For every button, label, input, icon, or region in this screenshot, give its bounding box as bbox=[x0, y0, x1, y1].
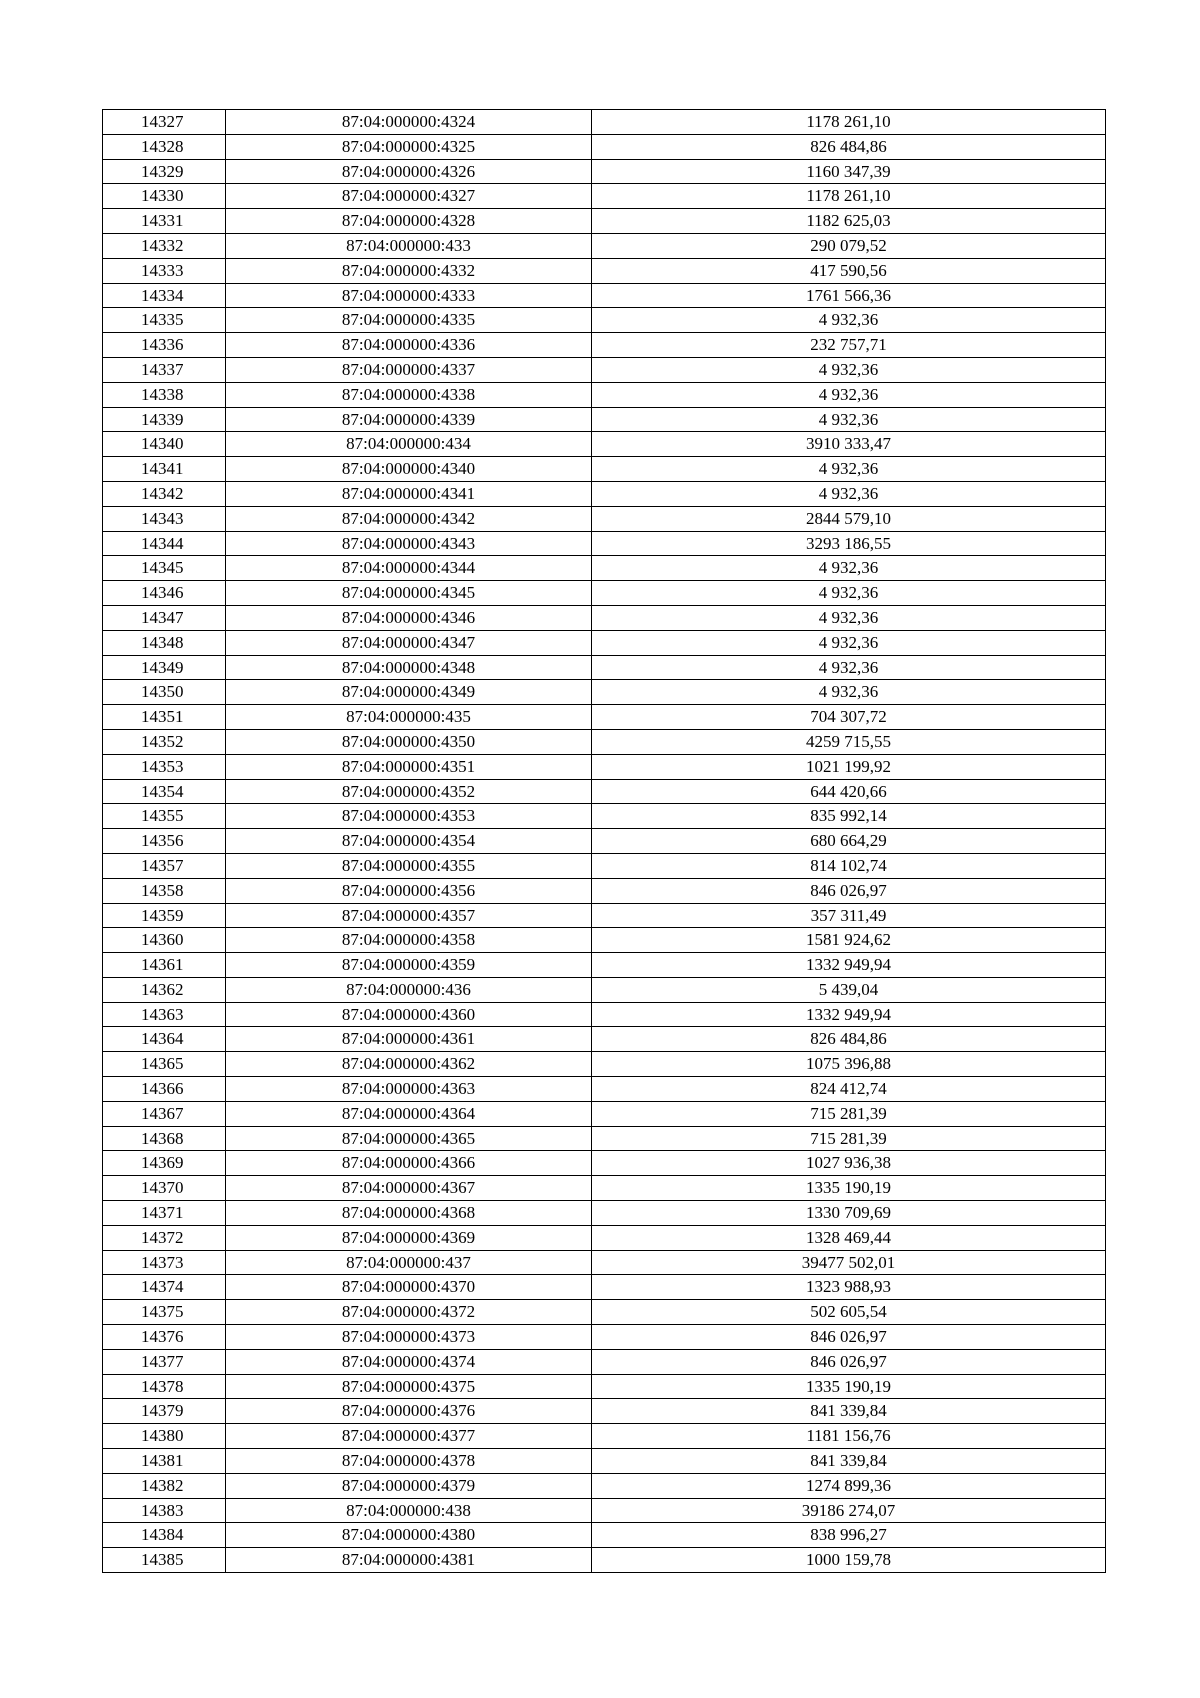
cadastral-value-cell: 814 102,74 bbox=[592, 853, 1106, 878]
row-number-cell: 14346 bbox=[103, 581, 226, 606]
row-number-cell: 14385 bbox=[103, 1548, 226, 1573]
row-number-cell: 14335 bbox=[103, 308, 226, 333]
table-row bbox=[103, 481, 1106, 506]
cadastral-number-cell: 87:04:000000:4363 bbox=[226, 1077, 592, 1102]
row-number-cell: 14373 bbox=[103, 1250, 226, 1275]
row-number-cell: 14353 bbox=[103, 754, 226, 779]
cadastral-number-cell: 87:04:000000:4367 bbox=[226, 1176, 592, 1201]
cadastral-value-cell: 1181 156,76 bbox=[592, 1424, 1106, 1449]
cadastral-number-cell: 87:04:000000:4381 bbox=[226, 1548, 592, 1573]
table-row bbox=[103, 1325, 1106, 1350]
cadastral-value-cell: 846 026,97 bbox=[592, 1325, 1106, 1350]
cadastral-number-cell: 87:04:000000:4326 bbox=[226, 159, 592, 184]
cadastral-number-cell: 87:04:000000:4358 bbox=[226, 928, 592, 953]
cadastral-number-cell: 87:04:000000:4341 bbox=[226, 481, 592, 506]
cadastral-value-cell: 1328 469,44 bbox=[592, 1225, 1106, 1250]
row-number-cell: 14382 bbox=[103, 1473, 226, 1498]
table-row bbox=[103, 1374, 1106, 1399]
table-row bbox=[103, 953, 1106, 978]
cadastral-number-cell: 87:04:000000:4342 bbox=[226, 506, 592, 531]
table-row bbox=[103, 1523, 1106, 1548]
cadastral-value-cell: 357 311,49 bbox=[592, 903, 1106, 928]
cadastral-value-cell: 1160 347,39 bbox=[592, 159, 1106, 184]
row-number-cell: 14331 bbox=[103, 209, 226, 234]
cadastral-number-cell: 87:04:000000:4373 bbox=[226, 1325, 592, 1350]
cadastral-value-cell: 290 079,52 bbox=[592, 233, 1106, 258]
table-row bbox=[103, 209, 1106, 234]
cadastral-number-cell: 87:04:000000:437 bbox=[226, 1250, 592, 1275]
cadastral-value-cell: 835 992,14 bbox=[592, 804, 1106, 829]
cadastral-value-cell: 1027 936,38 bbox=[592, 1151, 1106, 1176]
cadastral-value-cell: 4 932,36 bbox=[592, 481, 1106, 506]
cadastral-value-cell: 4 932,36 bbox=[592, 407, 1106, 432]
row-number-cell: 14334 bbox=[103, 283, 226, 308]
table-row bbox=[103, 878, 1106, 903]
cadastral-number-cell: 87:04:000000:4365 bbox=[226, 1126, 592, 1151]
table-row bbox=[103, 134, 1106, 159]
table-row bbox=[103, 928, 1106, 953]
cadastral-value-cell: 1274 899,36 bbox=[592, 1473, 1106, 1498]
table-row bbox=[103, 233, 1106, 258]
table-row bbox=[103, 258, 1106, 283]
table-row bbox=[103, 110, 1106, 135]
cadastral-number-cell: 87:04:000000:4333 bbox=[226, 283, 592, 308]
row-number-cell: 14376 bbox=[103, 1325, 226, 1350]
cadastral-number-cell: 87:04:000000:4335 bbox=[226, 308, 592, 333]
row-number-cell: 14332 bbox=[103, 233, 226, 258]
row-number-cell: 14383 bbox=[103, 1498, 226, 1523]
cadastral-number-cell: 87:04:000000:434 bbox=[226, 432, 592, 457]
table-row bbox=[103, 630, 1106, 655]
table-row bbox=[103, 1250, 1106, 1275]
row-number-cell: 14375 bbox=[103, 1300, 226, 1325]
cadastral-number-cell: 87:04:000000:436 bbox=[226, 977, 592, 1002]
table-row bbox=[103, 1399, 1106, 1424]
table-row bbox=[103, 432, 1106, 457]
row-number-cell: 14358 bbox=[103, 878, 226, 903]
cadastral-number-cell: 87:04:000000:4364 bbox=[226, 1101, 592, 1126]
table-row bbox=[103, 1077, 1106, 1102]
cadastral-number-cell: 87:04:000000:4345 bbox=[226, 581, 592, 606]
cadastral-number-cell: 87:04:000000:4324 bbox=[226, 110, 592, 135]
row-number-cell: 14345 bbox=[103, 556, 226, 581]
table-row bbox=[103, 1275, 1106, 1300]
table-row bbox=[103, 1449, 1106, 1474]
row-number-cell: 14367 bbox=[103, 1101, 226, 1126]
cadastral-value-cell: 4 932,36 bbox=[592, 382, 1106, 407]
table-row bbox=[103, 159, 1106, 184]
cadastral-number-cell: 87:04:000000:4370 bbox=[226, 1275, 592, 1300]
cadastral-number-cell: 87:04:000000:4352 bbox=[226, 779, 592, 804]
cadastral-number-cell: 87:04:000000:4355 bbox=[226, 853, 592, 878]
row-number-cell: 14381 bbox=[103, 1449, 226, 1474]
row-number-cell: 14361 bbox=[103, 953, 226, 978]
table-row bbox=[103, 705, 1106, 730]
table-row bbox=[103, 457, 1106, 482]
row-number-cell: 14352 bbox=[103, 729, 226, 754]
cadastral-value-cell: 644 420,66 bbox=[592, 779, 1106, 804]
cadastral-value-table bbox=[102, 109, 1106, 1573]
cadastral-value-cell: 824 412,74 bbox=[592, 1077, 1106, 1102]
cadastral-number-cell: 87:04:000000:4338 bbox=[226, 382, 592, 407]
table-row bbox=[103, 1424, 1106, 1449]
cadastral-number-cell: 87:04:000000:4328 bbox=[226, 209, 592, 234]
table-row bbox=[103, 1002, 1106, 1027]
table-row bbox=[103, 1201, 1106, 1226]
cadastral-number-cell: 87:04:000000:4380 bbox=[226, 1523, 592, 1548]
cadastral-value-cell: 4259 715,55 bbox=[592, 729, 1106, 754]
cadastral-value-cell: 1332 949,94 bbox=[592, 1002, 1106, 1027]
cadastral-number-cell: 87:04:000000:4337 bbox=[226, 357, 592, 382]
cadastral-number-cell: 87:04:000000:4356 bbox=[226, 878, 592, 903]
table-row bbox=[103, 605, 1106, 630]
table-row bbox=[103, 1176, 1106, 1201]
cadastral-number-cell: 87:04:000000:4340 bbox=[226, 457, 592, 482]
cadastral-value-cell: 39477 502,01 bbox=[592, 1250, 1106, 1275]
table-row bbox=[103, 1548, 1106, 1573]
cadastral-value-cell: 715 281,39 bbox=[592, 1126, 1106, 1151]
cadastral-value-cell: 417 590,56 bbox=[592, 258, 1106, 283]
cadastral-value-cell: 4 932,36 bbox=[592, 630, 1106, 655]
row-number-cell: 14372 bbox=[103, 1225, 226, 1250]
table-row bbox=[103, 184, 1106, 209]
cadastral-value-cell: 846 026,97 bbox=[592, 1349, 1106, 1374]
row-number-cell: 14349 bbox=[103, 655, 226, 680]
table-row bbox=[103, 382, 1106, 407]
cadastral-number-cell: 87:04:000000:4325 bbox=[226, 134, 592, 159]
row-number-cell: 14354 bbox=[103, 779, 226, 804]
table-row bbox=[103, 1151, 1106, 1176]
row-number-cell: 14368 bbox=[103, 1126, 226, 1151]
table-row bbox=[103, 977, 1106, 1002]
row-number-cell: 14350 bbox=[103, 680, 226, 705]
row-number-cell: 14327 bbox=[103, 110, 226, 135]
cadastral-number-cell: 87:04:000000:4336 bbox=[226, 333, 592, 358]
cadastral-number-cell: 87:04:000000:4368 bbox=[226, 1201, 592, 1226]
table-row bbox=[103, 853, 1106, 878]
cadastral-value-cell: 826 484,86 bbox=[592, 134, 1106, 159]
cadastral-value-cell: 1335 190,19 bbox=[592, 1176, 1106, 1201]
cadastral-number-cell: 87:04:000000:4354 bbox=[226, 829, 592, 854]
cadastral-number-cell: 87:04:000000:4377 bbox=[226, 1424, 592, 1449]
table-row bbox=[103, 1473, 1106, 1498]
table-row bbox=[103, 1101, 1106, 1126]
cadastral-number-cell: 87:04:000000:4366 bbox=[226, 1151, 592, 1176]
row-number-cell: 14378 bbox=[103, 1374, 226, 1399]
row-number-cell: 14380 bbox=[103, 1424, 226, 1449]
cadastral-number-cell: 87:04:000000:4378 bbox=[226, 1449, 592, 1474]
row-number-cell: 14359 bbox=[103, 903, 226, 928]
table-row bbox=[103, 531, 1106, 556]
cadastral-value-cell: 4 932,36 bbox=[592, 357, 1106, 382]
table-row bbox=[103, 779, 1106, 804]
row-number-cell: 14337 bbox=[103, 357, 226, 382]
cadastral-value-cell: 715 281,39 bbox=[592, 1101, 1106, 1126]
row-number-cell: 14330 bbox=[103, 184, 226, 209]
cadastral-value-cell: 1021 199,92 bbox=[592, 754, 1106, 779]
table-body bbox=[103, 110, 1106, 1573]
cadastral-value-cell: 4 932,36 bbox=[592, 655, 1106, 680]
row-number-cell: 14355 bbox=[103, 804, 226, 829]
table-row bbox=[103, 1498, 1106, 1523]
cadastral-value-cell: 502 605,54 bbox=[592, 1300, 1106, 1325]
row-number-cell: 14369 bbox=[103, 1151, 226, 1176]
cadastral-value-cell: 1178 261,10 bbox=[592, 184, 1106, 209]
cadastral-value-cell: 680 664,29 bbox=[592, 829, 1106, 854]
cadastral-number-cell: 87:04:000000:4347 bbox=[226, 630, 592, 655]
cadastral-value-cell: 841 339,84 bbox=[592, 1399, 1106, 1424]
cadastral-number-cell: 87:04:000000:4350 bbox=[226, 729, 592, 754]
row-number-cell: 14374 bbox=[103, 1275, 226, 1300]
table-row bbox=[103, 829, 1106, 854]
row-number-cell: 14362 bbox=[103, 977, 226, 1002]
table-row bbox=[103, 407, 1106, 432]
table-row bbox=[103, 556, 1106, 581]
cadastral-value-cell: 5 439,04 bbox=[592, 977, 1106, 1002]
row-number-cell: 14371 bbox=[103, 1201, 226, 1226]
row-number-cell: 14344 bbox=[103, 531, 226, 556]
cadastral-value-cell: 232 757,71 bbox=[592, 333, 1106, 358]
table-row bbox=[103, 581, 1106, 606]
cadastral-value-cell: 1761 566,36 bbox=[592, 283, 1106, 308]
row-number-cell: 14366 bbox=[103, 1077, 226, 1102]
cadastral-value-cell: 1332 949,94 bbox=[592, 953, 1106, 978]
cadastral-value-cell: 4 932,36 bbox=[592, 308, 1106, 333]
table-row bbox=[103, 754, 1106, 779]
row-number-cell: 14364 bbox=[103, 1027, 226, 1052]
cadastral-value-cell: 841 339,84 bbox=[592, 1449, 1106, 1474]
cadastral-value-cell: 1323 988,93 bbox=[592, 1275, 1106, 1300]
table-row bbox=[103, 1027, 1106, 1052]
row-number-cell: 14338 bbox=[103, 382, 226, 407]
row-number-cell: 14347 bbox=[103, 605, 226, 630]
cadastral-number-cell: 87:04:000000:4339 bbox=[226, 407, 592, 432]
cadastral-number-cell: 87:04:000000:4332 bbox=[226, 258, 592, 283]
row-number-cell: 14339 bbox=[103, 407, 226, 432]
cadastral-number-cell: 87:04:000000:4349 bbox=[226, 680, 592, 705]
row-number-cell: 14357 bbox=[103, 853, 226, 878]
cadastral-value-cell: 2844 579,10 bbox=[592, 506, 1106, 531]
cadastral-value-cell: 4 932,36 bbox=[592, 556, 1106, 581]
table-row bbox=[103, 506, 1106, 531]
row-number-cell: 14329 bbox=[103, 159, 226, 184]
row-number-cell: 14340 bbox=[103, 432, 226, 457]
cadastral-value-cell: 1182 625,03 bbox=[592, 209, 1106, 234]
cadastral-value-cell: 1581 924,62 bbox=[592, 928, 1106, 953]
cadastral-number-cell: 87:04:000000:4327 bbox=[226, 184, 592, 209]
cadastral-number-cell: 87:04:000000:4375 bbox=[226, 1374, 592, 1399]
cadastral-value-cell: 1335 190,19 bbox=[592, 1374, 1106, 1399]
cadastral-value-cell: 3293 186,55 bbox=[592, 531, 1106, 556]
cadastral-value-cell: 4 932,36 bbox=[592, 605, 1106, 630]
cadastral-value-cell: 1000 159,78 bbox=[592, 1548, 1106, 1573]
row-number-cell: 14360 bbox=[103, 928, 226, 953]
row-number-cell: 14370 bbox=[103, 1176, 226, 1201]
table-row bbox=[103, 903, 1106, 928]
table-row bbox=[103, 1300, 1106, 1325]
table-row bbox=[103, 308, 1106, 333]
cadastral-number-cell: 87:04:000000:433 bbox=[226, 233, 592, 258]
cadastral-number-cell: 87:04:000000:4376 bbox=[226, 1399, 592, 1424]
cadastral-number-cell: 87:04:000000:4357 bbox=[226, 903, 592, 928]
cadastral-value-cell: 1178 261,10 bbox=[592, 110, 1106, 135]
table-row bbox=[103, 729, 1106, 754]
cadastral-number-cell: 87:04:000000:4348 bbox=[226, 655, 592, 680]
row-number-cell: 14384 bbox=[103, 1523, 226, 1548]
table-row bbox=[103, 655, 1106, 680]
cadastral-number-cell: 87:04:000000:4343 bbox=[226, 531, 592, 556]
cadastral-number-cell: 87:04:000000:4374 bbox=[226, 1349, 592, 1374]
table-row bbox=[103, 1052, 1106, 1077]
cadastral-number-cell: 87:04:000000:4362 bbox=[226, 1052, 592, 1077]
cadastral-value-cell: 39186 274,07 bbox=[592, 1498, 1106, 1523]
cadastral-number-cell: 87:04:000000:4360 bbox=[226, 1002, 592, 1027]
table-row bbox=[103, 333, 1106, 358]
table-row bbox=[103, 680, 1106, 705]
cadastral-number-cell: 87:04:000000:4353 bbox=[226, 804, 592, 829]
row-number-cell: 14356 bbox=[103, 829, 226, 854]
cadastral-number-cell: 87:04:000000:4369 bbox=[226, 1225, 592, 1250]
cadastral-number-cell: 87:04:000000:4359 bbox=[226, 953, 592, 978]
cadastral-number-cell: 87:04:000000:4346 bbox=[226, 605, 592, 630]
cadastral-number-cell: 87:04:000000:438 bbox=[226, 1498, 592, 1523]
cadastral-value-cell: 3910 333,47 bbox=[592, 432, 1106, 457]
row-number-cell: 14365 bbox=[103, 1052, 226, 1077]
cadastral-value-cell: 1330 709,69 bbox=[592, 1201, 1106, 1226]
cadastral-value-cell: 4 932,36 bbox=[592, 457, 1106, 482]
table-row bbox=[103, 1126, 1106, 1151]
row-number-cell: 14336 bbox=[103, 333, 226, 358]
row-number-cell: 14351 bbox=[103, 705, 226, 730]
cadastral-number-cell: 87:04:000000:4372 bbox=[226, 1300, 592, 1325]
cadastral-number-cell: 87:04:000000:4379 bbox=[226, 1473, 592, 1498]
row-number-cell: 14333 bbox=[103, 258, 226, 283]
row-number-cell: 14341 bbox=[103, 457, 226, 482]
cadastral-number-cell: 87:04:000000:4361 bbox=[226, 1027, 592, 1052]
cadastral-value-cell: 846 026,97 bbox=[592, 878, 1106, 903]
table-row bbox=[103, 1349, 1106, 1374]
cadastral-value-cell: 4 932,36 bbox=[592, 581, 1106, 606]
cadastral-value-cell: 826 484,86 bbox=[592, 1027, 1106, 1052]
table-row bbox=[103, 357, 1106, 382]
cadastral-value-cell: 1075 396,88 bbox=[592, 1052, 1106, 1077]
cadastral-number-cell: 87:04:000000:4344 bbox=[226, 556, 592, 581]
row-number-cell: 14343 bbox=[103, 506, 226, 531]
cadastral-value-cell: 4 932,36 bbox=[592, 680, 1106, 705]
cadastral-value-cell: 704 307,72 bbox=[592, 705, 1106, 730]
row-number-cell: 14379 bbox=[103, 1399, 226, 1424]
row-number-cell: 14342 bbox=[103, 481, 226, 506]
table-row bbox=[103, 1225, 1106, 1250]
cadastral-number-cell: 87:04:000000:4351 bbox=[226, 754, 592, 779]
cadastral-number-cell: 87:04:000000:435 bbox=[226, 705, 592, 730]
row-number-cell: 14328 bbox=[103, 134, 226, 159]
table-row bbox=[103, 283, 1106, 308]
row-number-cell: 14348 bbox=[103, 630, 226, 655]
cadastral-value-cell: 838 996,27 bbox=[592, 1523, 1106, 1548]
table-row bbox=[103, 804, 1106, 829]
row-number-cell: 14363 bbox=[103, 1002, 226, 1027]
row-number-cell: 14377 bbox=[103, 1349, 226, 1374]
